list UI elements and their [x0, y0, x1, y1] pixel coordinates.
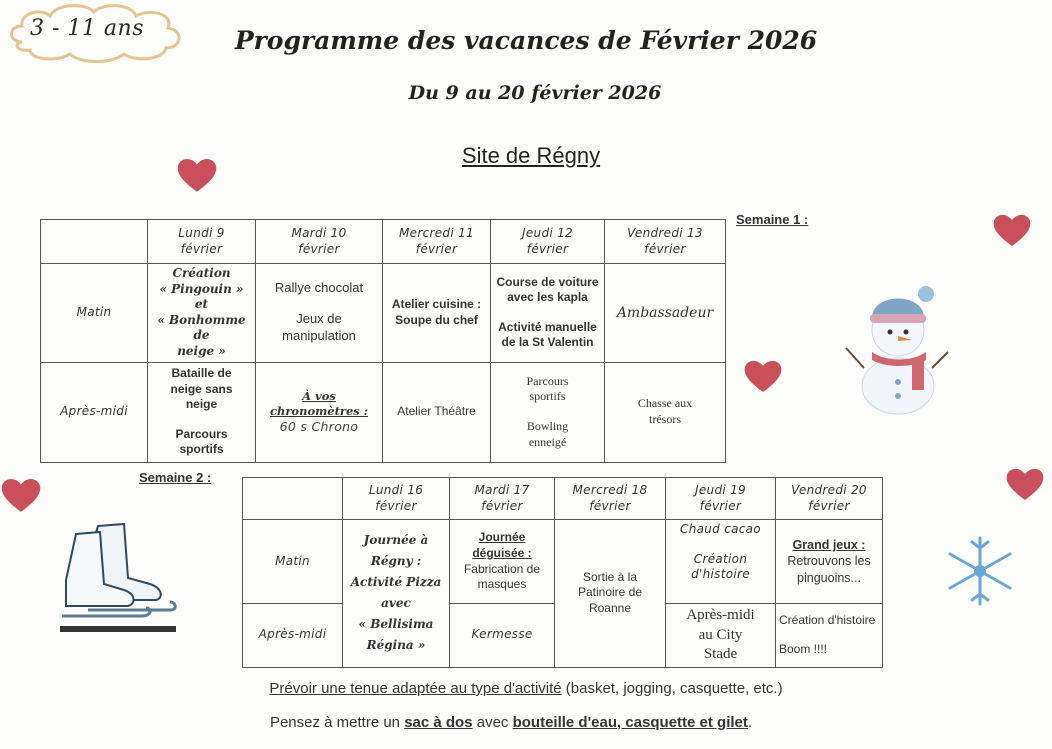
activity-cell-full-day: Sortie à la Patinoire de Roanne	[555, 520, 666, 668]
activity-cell: Course de voiture avec les kapla Activité manuelle de la St Valentin	[491, 264, 605, 363]
activity-cell: Création « Pingouin » et « Bonhomme de neige »	[148, 264, 256, 363]
corner-cell	[243, 478, 343, 520]
day-header: Mardi 17 février	[450, 478, 555, 520]
activity-cell: Journée déguisée : Fabrication de masques	[450, 520, 555, 604]
corner-cell	[41, 220, 148, 264]
table-header-row	[243, 478, 883, 520]
heart-icon	[0, 476, 42, 514]
footer-note-clothing: Prévoir une tenue adaptée au type d'activité (basket, jogging, casquette, etc.)	[269, 680, 783, 697]
day-header: Jeudi 12 février	[491, 220, 605, 264]
week1-label: Semaine 1 :	[736, 212, 809, 227]
age-range: 3 - 11 ans	[30, 16, 144, 41]
footer-note-backpack: Pensez à mettre un sac à dos avec bouteille d'eau, casquette et gilet.	[269, 714, 753, 731]
activity-cell: Parcours sportifs Bowling enneigé	[491, 362, 605, 462]
table-row-matin	[243, 520, 883, 604]
day-header: Jeudi 19 février	[666, 478, 776, 520]
day-header: Lundi 16 février	[343, 478, 450, 520]
table-row-matin	[41, 264, 726, 363]
table-header-row	[41, 220, 726, 264]
activity-cell-full-day: Journée à Régny : Activité Pizza avec « Bellisima Régina »	[343, 520, 450, 668]
row-label-matin: Matin	[41, 264, 148, 363]
activity-cell: Création d'histoire Boom !!!!	[776, 604, 883, 668]
day-header: Mardi 10 février	[256, 220, 383, 264]
heart-icon	[992, 212, 1032, 248]
activity-cell: À vos chronomètres : 60 s Chrono	[256, 362, 383, 462]
row-label-apres-midi: Après-midi	[243, 604, 343, 668]
activity-cell: Atelier cuisine : Soupe du chef	[383, 264, 491, 363]
site-name: Site de Régny	[461, 143, 601, 168]
heart-icon	[742, 358, 784, 394]
page-title: Programme des vacances de Février 2026	[234, 26, 818, 55]
week2-label: Semaine 2 :	[139, 470, 212, 485]
activity-cell: Chaud cacao Création d'histoire	[666, 520, 776, 604]
activity-cell: Atelier Théâtre	[383, 362, 491, 462]
activity-cell: Ambassadeur	[605, 264, 726, 363]
activity-cell: Après-midi au City Stade	[666, 604, 776, 668]
day-header: Vendredi 13 février	[605, 220, 726, 264]
activity-cell: Kermesse	[450, 604, 555, 668]
heart-icon	[1004, 466, 1046, 502]
snowflake-icon	[942, 534, 1018, 608]
activity-cell: Rallye chocolat Jeux de manipulation	[256, 264, 383, 363]
row-label-apres-midi: Après-midi	[41, 362, 148, 462]
heart-icon	[176, 156, 218, 194]
week2-schedule-table	[242, 477, 883, 668]
day-header: Lundi 9 février	[148, 220, 256, 264]
day-header: Mercredi 11 février	[383, 220, 491, 264]
table-row-apres-midi	[41, 362, 726, 462]
day-header: Vendredi 20 février	[776, 478, 883, 520]
activity-cell: Chasse aux trésors	[605, 362, 726, 462]
date-range: Du 9 au 20 février 2026	[408, 82, 662, 104]
snowman-icon	[842, 278, 952, 416]
day-header: Mercredi 18 février	[555, 478, 666, 520]
activity-cell: Bataille de neige sans neige Parcours sportifs	[148, 362, 256, 462]
activity-cell: Grand jeux : Retrouvons les pinguoins...	[776, 520, 883, 604]
ice-skates-icon	[58, 518, 180, 636]
week1-schedule-table	[40, 219, 726, 463]
row-label-matin: Matin	[243, 520, 343, 604]
